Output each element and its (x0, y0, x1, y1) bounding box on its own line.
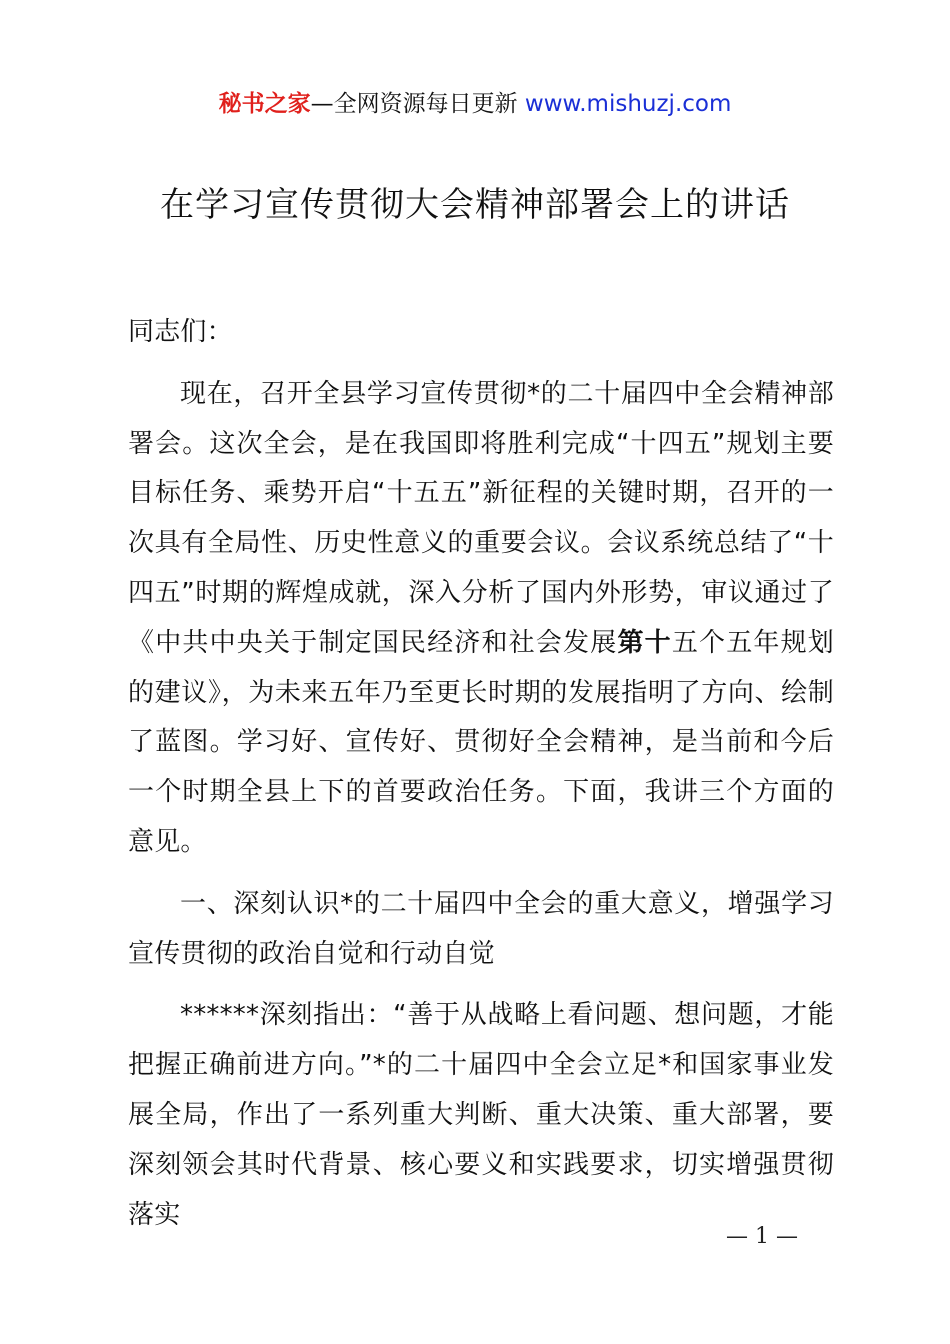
paragraph-intro (128, 370, 834, 868)
banner-tagline: —全网资源每日更新 (310, 91, 525, 117)
salutation: 同志们： (128, 317, 233, 347)
document-title: 在学习宣传贯彻大会精神部署会上的讲话 (160, 185, 790, 225)
brand-name: 秘书之家 (218, 91, 311, 117)
page-number: — 1 — (726, 1224, 798, 1249)
document-body (128, 308, 834, 1252)
site-banner (0, 86, 950, 122)
paragraph-intro-text-1: 现在，召开全县学习宣传贯彻*的二十届四中全会精神部署会。这次全会，是在我国即将胜利完成“十四五”规划主要目标任务、乘势开启“十五五”新征程的关键时期，召开的一次具有全局性、历史性意义的重要会议。会议系统总结了“十四五”时期的辉煌成就，深入分析了国内外形势，审议通过了《中共中央关于制定国民经济和社会发展 (128, 378, 834, 658)
site-url-link[interactable]: www.mishuzj.com (524, 91, 732, 117)
paragraph-section-1: ******深刻指出：“善于从战略上看问题、想问题，才能把握正确前进方向。”*的二十届四中全会立足*和国家事业发展全局，作出了一系列重大判断、重大决策、重大部署，要深刻领会其时代背景、核心要义和实践要求，切实增强贯彻落实 (128, 1000, 834, 1230)
section-heading-1: 一、深刻认识*的二十届四中全会的重大意义，增强学习宣传贯彻的政治自觉和行动自觉 (128, 888, 834, 969)
paragraph-intro-bold-text: 第十 (617, 627, 672, 658)
paragraph-intro-text-2: 五个五年规划的建议》，为未来五年乃至更长时期的发展指明了方向、绘制了蓝图。学习好、宣传好、贯彻好全会精神，是当前和今后一个时期全县上下的首要政治任务。下面，我讲三个方面的意见。 (128, 627, 835, 857)
